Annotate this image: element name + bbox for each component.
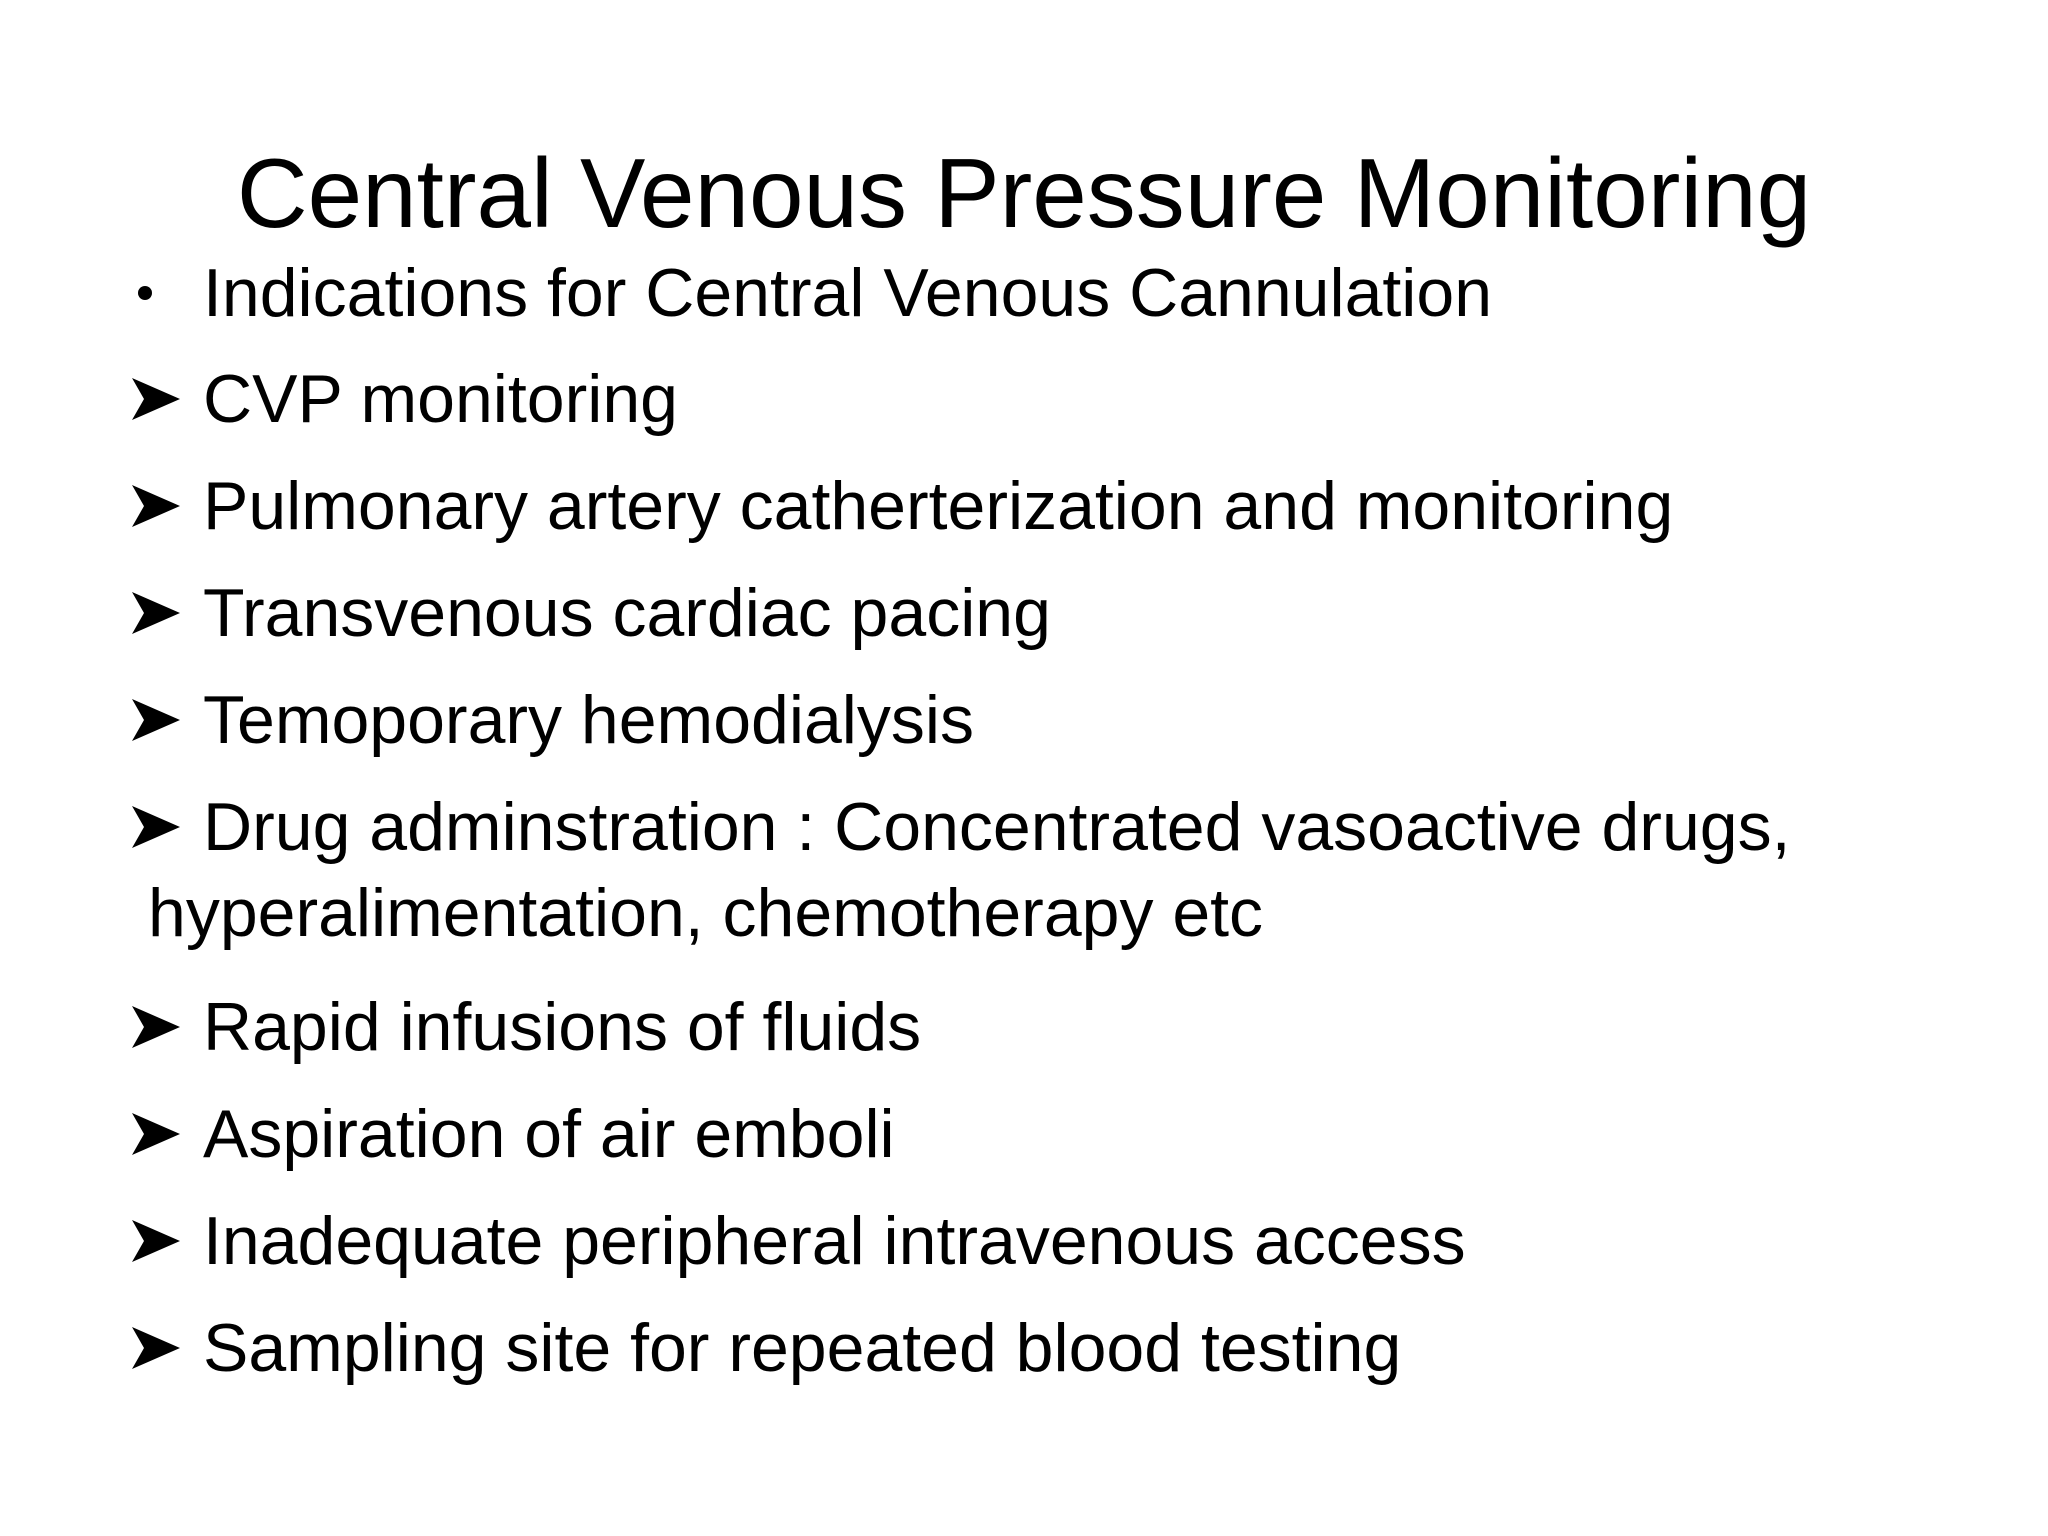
list-item-label: Sampling site for repeated blood testing <box>203 1310 1402 1386</box>
list-item <box>130 1305 1990 1412</box>
arrowhead-bullet-icon <box>130 784 190 870</box>
list-item-label: Transvenous cardiac pacing <box>203 575 1051 651</box>
bullet-dot-icon <box>130 250 190 336</box>
list-heading-item <box>130 250 1990 356</box>
list-item-label: Drug adminstration : Concentrated vasoactive drugs, <box>203 789 1791 865</box>
arrowhead-bullet-icon <box>130 1198 190 1284</box>
list-item <box>130 677 1990 784</box>
arrowhead-bullet-icon <box>130 463 190 549</box>
arrowhead-bullet-icon <box>130 356 190 442</box>
list-item-label: Aspiration of air emboli <box>203 1096 895 1172</box>
list-item <box>130 984 1990 1091</box>
list-item <box>130 1091 1990 1198</box>
list-item-continuation: hyperalimentation, chemotherapy etc <box>148 875 1264 951</box>
list-item-label: CVP monitoring <box>203 361 678 437</box>
slide-title: Central Venous Pressure Monitoring <box>236 138 1812 248</box>
arrowhead-bullet-icon <box>130 570 190 656</box>
arrowhead-bullet-icon <box>130 1305 190 1391</box>
list-item-label: Pulmonary artery catherterization and monitoring <box>203 468 1674 544</box>
list-item <box>130 784 1990 984</box>
list-item-label: Inadequate peripheral intravenous access <box>203 1203 1466 1279</box>
list-item-label: Temoporary hemodialysis <box>203 682 974 758</box>
arrowhead-bullet-icon <box>130 1091 190 1177</box>
arrowhead-bullet-icon <box>130 677 190 763</box>
list-item <box>130 570 1990 677</box>
list-item <box>130 463 1990 570</box>
list-item <box>130 1198 1990 1305</box>
arrowhead-bullet-icon <box>130 984 190 1070</box>
list-item <box>130 356 1990 463</box>
indications-list <box>130 250 1990 1412</box>
list-item-label: Rapid infusions of fluids <box>203 989 922 1065</box>
list-heading-label: Indications for Central Venous Cannulation <box>203 255 1493 331</box>
